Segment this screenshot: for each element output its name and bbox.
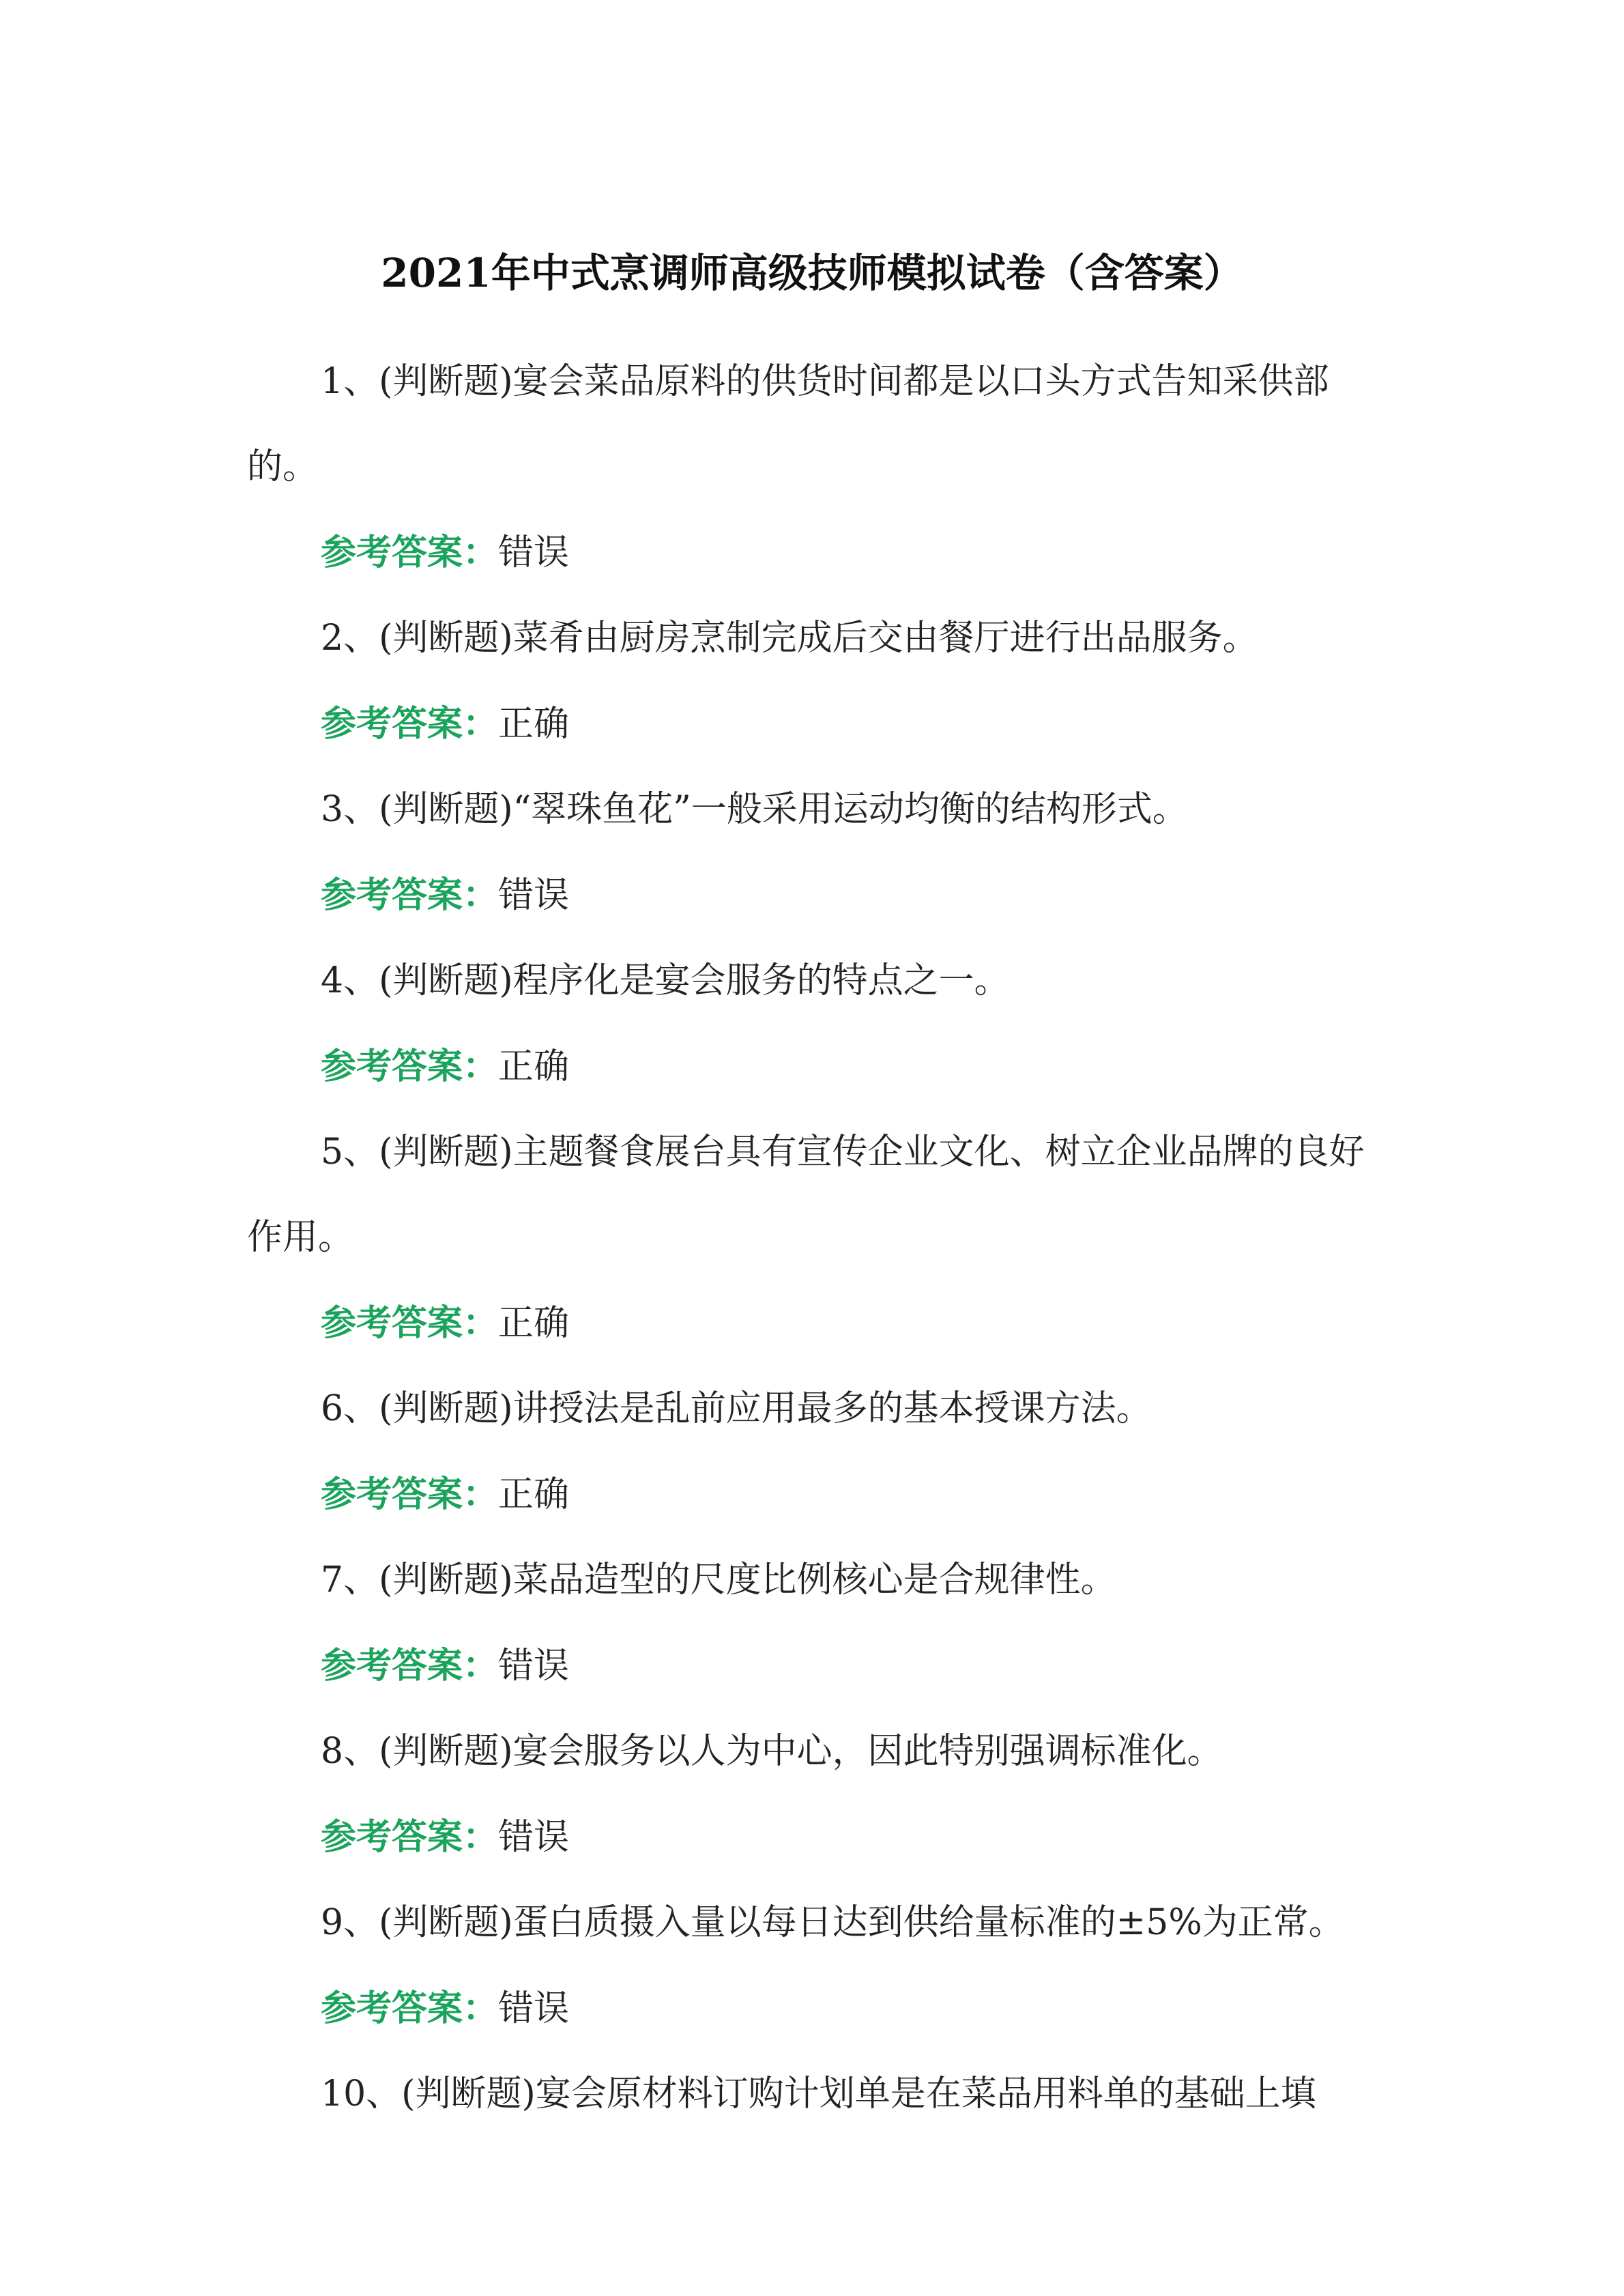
question-2: 2、(判断题)菜肴由厨房烹制完成后交由餐厅进行出品服务。 [321,618,1258,659]
answer-label: 参考答案： [321,1988,499,2029]
answer-4 [247,1024,1380,1110]
answer-value: 错误 [498,1646,570,1687]
answer-value: 错误 [498,532,570,573]
answer-9 [247,1966,1380,2052]
answer-label: 参考答案： [321,703,499,745]
answer-label: 参考答案： [321,874,499,916]
answer-label: 参考答案： [321,1816,499,1858]
question-7: 7、(判断题)菜品造型的尺度比例核心是合规律性。 [321,1560,1116,1601]
question-4: 4、(判断题)程序化是宴会服务的特点之一。 [321,960,1010,1001]
answer-value: 错误 [498,1817,570,1858]
answer-label: 参考答案： [321,1302,499,1344]
answer-label: 参考答案： [321,1046,499,1087]
answer-6 [247,1452,1380,1538]
question-8: 8、(判断题)宴会服务以人为中心，因此特别强调标准化。 [321,1731,1223,1772]
answer-3 [247,852,1380,938]
answer-label: 参考答案： [321,1645,499,1687]
answer-value: 错误 [498,875,570,916]
answer-5 [247,1280,1380,1366]
answer-7 [247,1623,1380,1709]
document-title: 2021年中式烹调师高级技师模拟试卷（含答案） [381,250,1243,296]
answer-1 [247,510,1380,596]
question-list [247,339,1380,2137]
answer-value: 正确 [498,1046,570,1087]
question-5: 5、(判断题)主题餐食展台具有宣传企业文化、树立企业品牌的良好作用。 [247,1132,1365,1258]
answer-label: 参考答案： [321,532,499,573]
answer-value: 正确 [498,704,570,745]
answer-label: 参考答案： [321,1474,499,1515]
question-6: 6、(判断题)讲授法是乱前应用最多的基本授课方法。 [321,1388,1152,1429]
answer-value: 正确 [498,1474,570,1515]
answer-value: 正确 [498,1303,570,1344]
question-10: 10、(判断题)宴会原材料订购计划单是在菜品用料单的基础上填 [321,2073,1316,2114]
question-1: 1、(判断题)宴会菜品原料的供货时间都是以口头方式告知采供部的。 [247,361,1329,487]
answer-value: 错误 [498,1988,570,2029]
question-9: 9、(判断题)蛋白质摄入量以每日达到供给量标准的±5%为正常。 [321,1902,1344,1943]
answer-8 [247,1794,1380,1880]
answer-2 [247,681,1380,767]
question-3: 3、(判断题)“翠珠鱼花”一般采用运动均衡的结构形式。 [321,789,1188,830]
